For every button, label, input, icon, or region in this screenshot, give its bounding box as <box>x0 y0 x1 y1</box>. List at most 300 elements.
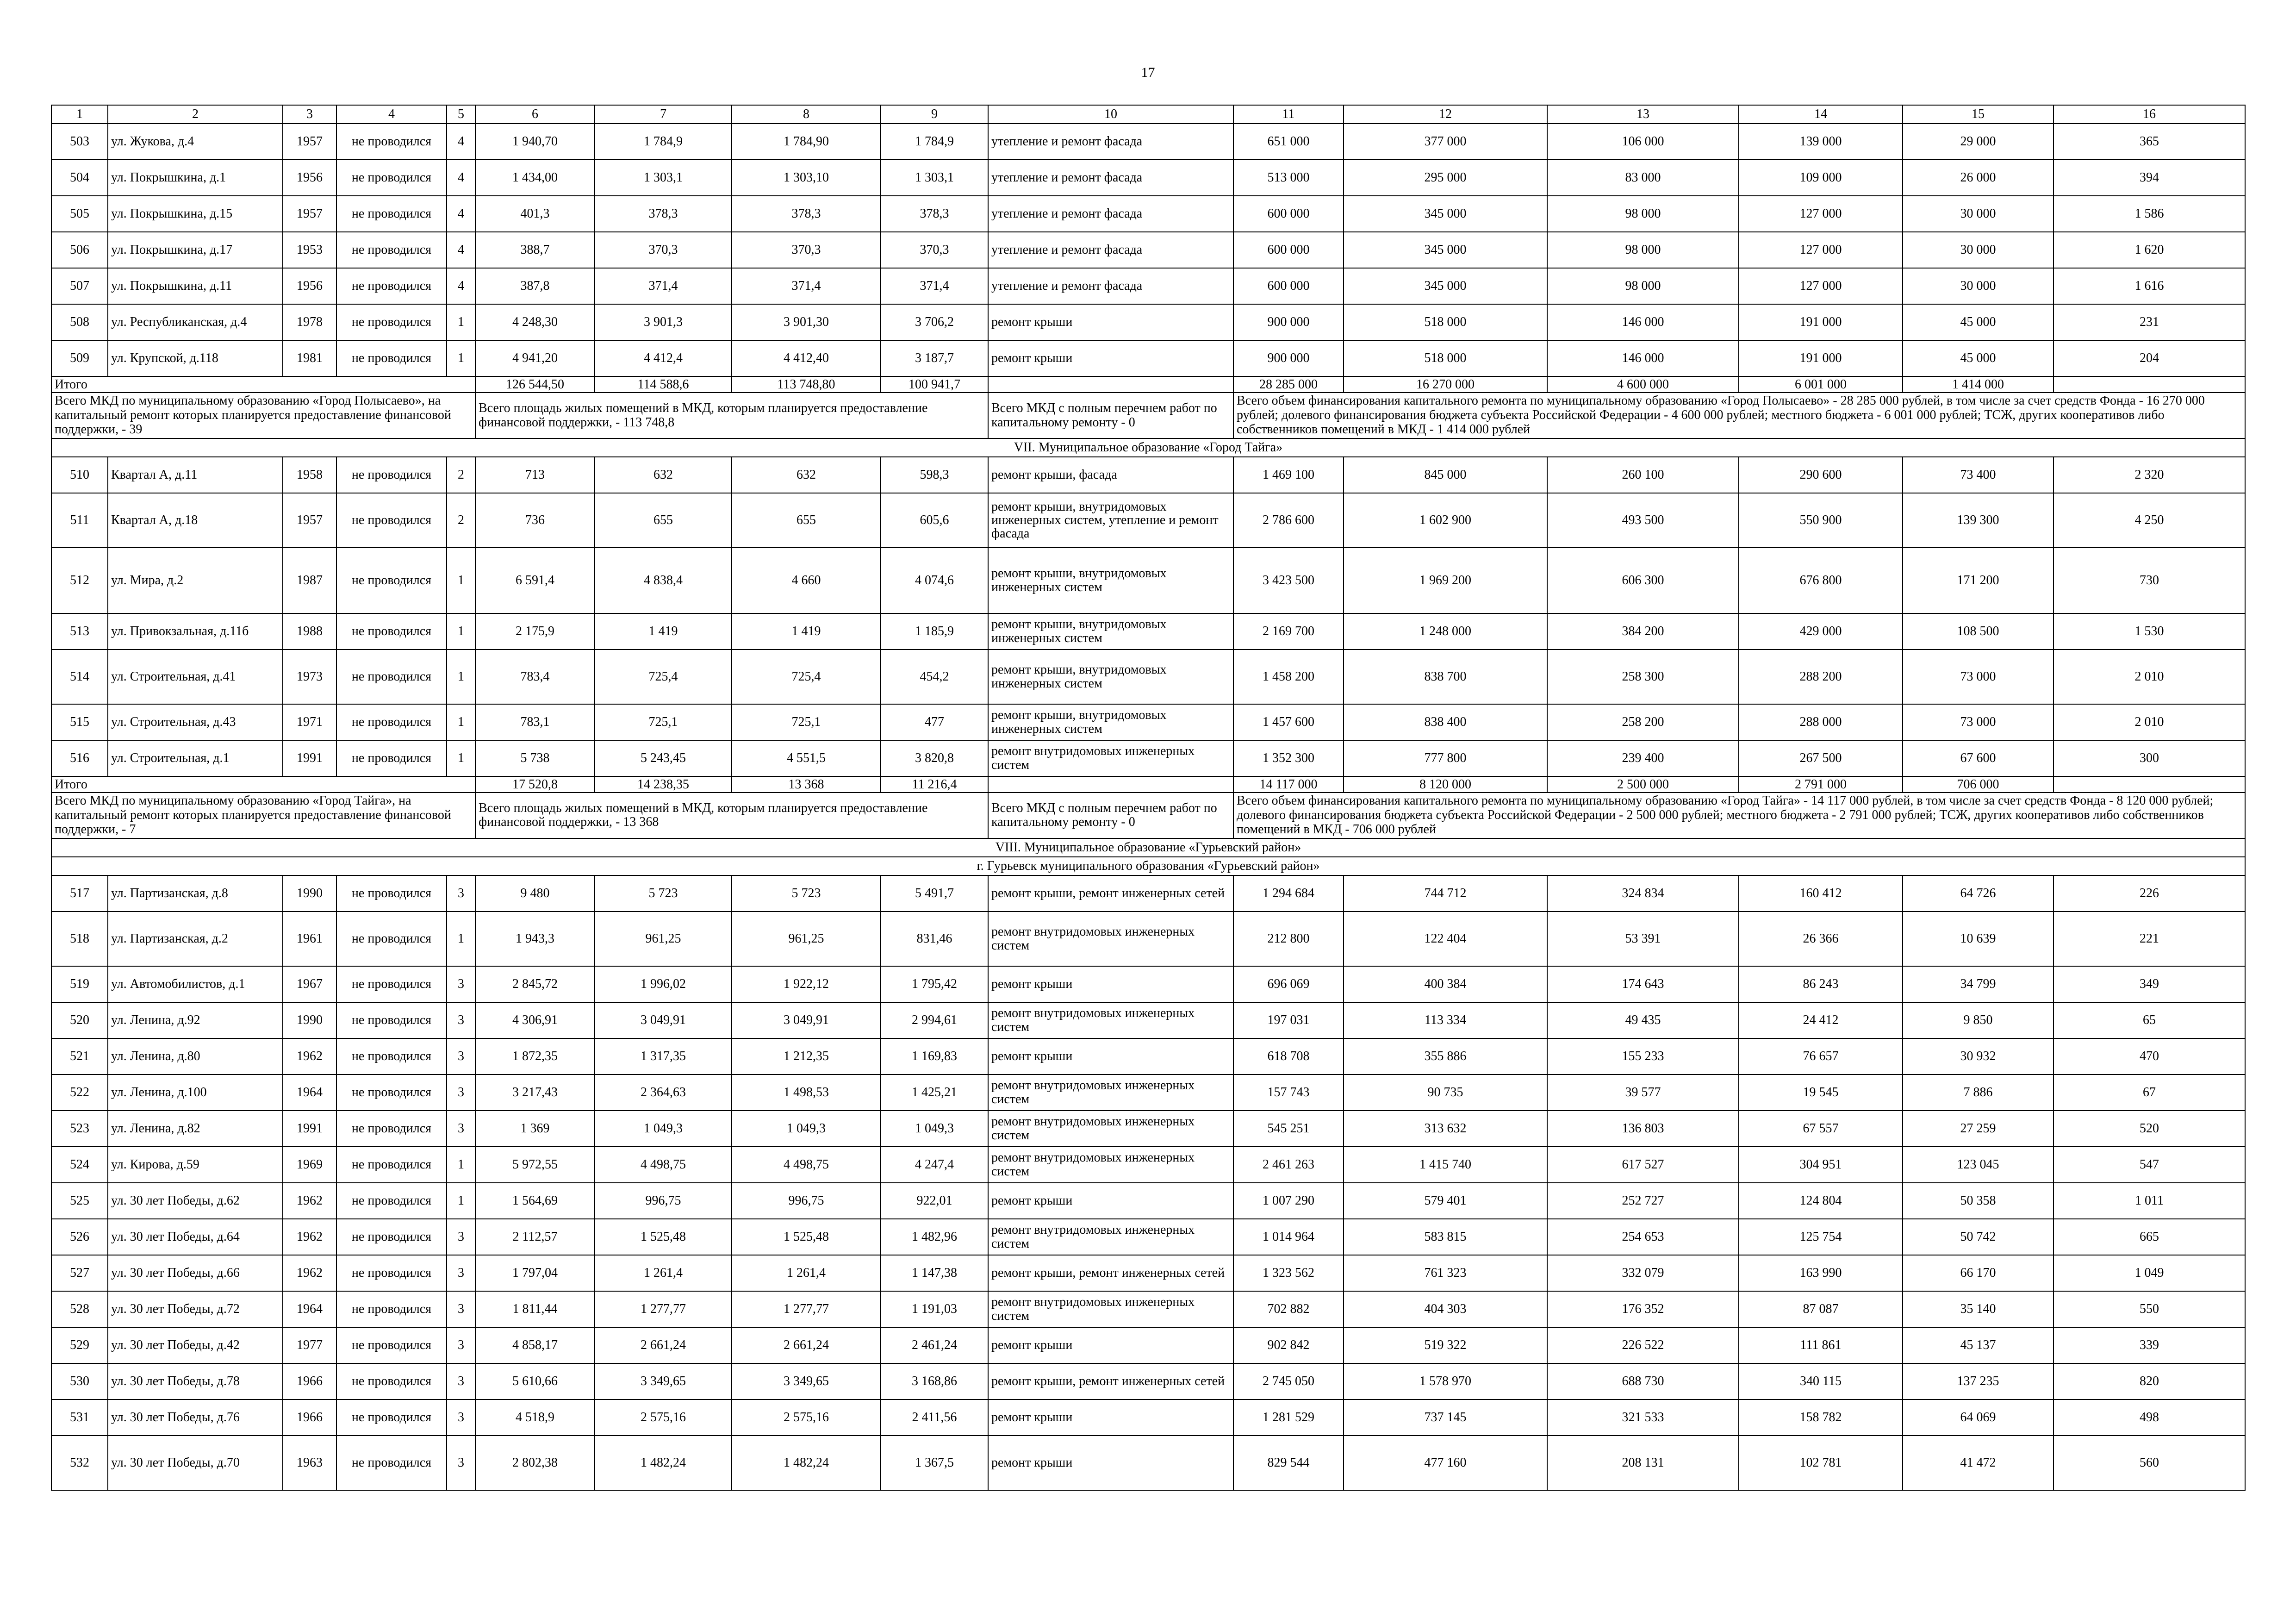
column-number: 4 <box>336 105 447 124</box>
repair-works: ремонт крыши, внутридомовых инженерных систем <box>988 704 1233 740</box>
total-area: 783,1 <box>475 704 595 740</box>
region-share: 208 131 <box>1547 1436 1739 1490</box>
region-share: 98 000 <box>1547 268 1739 304</box>
repair-works: ремонт внутридомовых инженерных систем <box>988 1291 1233 1327</box>
residential-area: 371,4 <box>732 268 881 304</box>
row-number: 517 <box>51 875 108 912</box>
living-area: 1 996,02 <box>595 966 732 1002</box>
region-share: 136 803 <box>1547 1111 1739 1147</box>
total-cost-sum: 28 285 000 <box>1233 376 1344 393</box>
living-area: 1 419 <box>595 613 732 650</box>
living-area-sum: 14 238,35 <box>595 776 732 793</box>
municipal-share: 76 657 <box>1739 1038 1903 1074</box>
private-area: 831,46 <box>881 912 988 966</box>
region-share: 384 200 <box>1547 613 1739 650</box>
owners-share: 30 000 <box>1903 232 2053 268</box>
municipal-share: 676 800 <box>1739 548 1903 613</box>
build-year: 1962 <box>283 1183 336 1219</box>
municipal-share: 191 000 <box>1739 340 1903 376</box>
page-number: 17 <box>1141 65 1155 80</box>
total-area: 4 248,30 <box>475 304 595 340</box>
total-area: 1 434,00 <box>475 160 595 196</box>
column-number: 1 <box>51 105 108 124</box>
column-number-row <box>51 105 2245 124</box>
owners-share: 67 600 <box>1903 740 2053 776</box>
table-row <box>51 704 2245 740</box>
living-area: 655 <box>595 493 732 548</box>
residential-area: 4 551,5 <box>732 740 881 776</box>
floors: 1 <box>447 1183 475 1219</box>
unit-cost: 1 586 <box>2053 196 2245 232</box>
region-share-sum: 4 600 000 <box>1547 376 1739 393</box>
column-number: 3 <box>283 105 336 124</box>
unit-cost: 547 <box>2053 1147 2245 1183</box>
repair-works: ремонт внутридомовых инженерных систем <box>988 1111 1233 1147</box>
living-area: 370,3 <box>595 232 732 268</box>
summary-area: Всего площадь жилых помещений в МКД, которым планируется предоставление финансовой поддержки, - 13 368 <box>475 793 988 838</box>
unit-cost: 560 <box>2053 1436 2245 1490</box>
empty-cell <box>2053 376 2245 393</box>
private-area-sum: 100 941,7 <box>881 376 988 393</box>
last-repair: не проводился <box>336 1327 447 1363</box>
residential-area: 1 525,48 <box>732 1219 881 1255</box>
fund-share: 777 800 <box>1344 740 1547 776</box>
last-repair: не проводился <box>336 740 447 776</box>
total-cost: 1 007 290 <box>1233 1183 1344 1219</box>
total-cost: 651 000 <box>1233 124 1344 160</box>
total-area: 6 591,4 <box>475 548 595 613</box>
unit-cost: 365 <box>2053 124 2245 160</box>
table-row <box>51 613 2245 650</box>
repair-works: ремонт внутридомовых инженерных систем <box>988 1219 1233 1255</box>
floors: 3 <box>447 966 475 1002</box>
row-number: 521 <box>51 1038 108 1074</box>
total-area: 2 802,38 <box>475 1436 595 1490</box>
total-row <box>51 376 2245 393</box>
floors: 3 <box>447 1436 475 1490</box>
region-share: 53 391 <box>1547 912 1739 966</box>
summary-row <box>51 793 2245 838</box>
address: ул. 30 лет Победы, д.78 <box>108 1363 283 1399</box>
section-heading: VII. Муниципальное образование «Город Тайга» <box>51 438 2245 457</box>
repair-works: ремонт крыши <box>988 1399 1233 1436</box>
residential-area: 1 277,77 <box>732 1291 881 1327</box>
address: ул. Автомобилистов, д.1 <box>108 966 283 1002</box>
address: ул. Ленина, д.100 <box>108 1074 283 1111</box>
total-area: 4 518,9 <box>475 1399 595 1436</box>
residential-area: 2 575,16 <box>732 1399 881 1436</box>
fund-share: 838 700 <box>1344 650 1547 704</box>
private-area: 3 820,8 <box>881 740 988 776</box>
address: ул. 30 лет Победы, д.72 <box>108 1291 283 1327</box>
living-area: 371,4 <box>595 268 732 304</box>
owners-share: 73 000 <box>1903 704 2053 740</box>
private-area: 5 491,7 <box>881 875 988 912</box>
total-area: 9 480 <box>475 875 595 912</box>
total-cost-sum: 14 117 000 <box>1233 776 1344 793</box>
fund-share: 518 000 <box>1344 340 1547 376</box>
repair-works: ремонт крыши, внутридомовых инженерных систем <box>988 548 1233 613</box>
column-number: 12 <box>1344 105 1547 124</box>
floors: 1 <box>447 740 475 776</box>
address: ул. Привокзальная, д.11б <box>108 613 283 650</box>
private-area: 2 461,24 <box>881 1327 988 1363</box>
repair-works: утепление и ремонт фасада <box>988 232 1233 268</box>
residential-area: 4 498,75 <box>732 1147 881 1183</box>
residential-area: 4 660 <box>732 548 881 613</box>
owners-share: 30 000 <box>1903 268 2053 304</box>
private-area: 1 482,96 <box>881 1219 988 1255</box>
unit-cost: 231 <box>2053 304 2245 340</box>
floors: 1 <box>447 613 475 650</box>
total-cost: 702 882 <box>1233 1291 1344 1327</box>
unit-cost: 730 <box>2053 548 2245 613</box>
residential-area: 3 049,91 <box>732 1002 881 1038</box>
total-cost: 600 000 <box>1233 232 1344 268</box>
floors: 3 <box>447 1399 475 1436</box>
column-number: 11 <box>1233 105 1344 124</box>
last-repair: не проводился <box>336 704 447 740</box>
living-area: 1 784,9 <box>595 124 732 160</box>
table-row <box>51 740 2245 776</box>
living-area: 4 838,4 <box>595 548 732 613</box>
build-year: 1969 <box>283 1147 336 1183</box>
repair-works: утепление и ремонт фасада <box>988 160 1233 196</box>
owners-share: 41 472 <box>1903 1436 2053 1490</box>
total-area: 4 858,17 <box>475 1327 595 1363</box>
region-share: 493 500 <box>1547 493 1739 548</box>
build-year: 1988 <box>283 613 336 650</box>
private-area: 3 187,7 <box>881 340 988 376</box>
total-area: 4 306,91 <box>475 1002 595 1038</box>
fund-share: 744 712 <box>1344 875 1547 912</box>
municipal-share: 87 087 <box>1739 1291 1903 1327</box>
table-row <box>51 160 2245 196</box>
last-repair: не проводился <box>336 196 447 232</box>
floors: 3 <box>447 1255 475 1291</box>
fund-share: 845 000 <box>1344 457 1547 493</box>
residential-area: 1 049,3 <box>732 1111 881 1147</box>
table-row <box>51 1074 2245 1111</box>
address: ул. Крупской, д.118 <box>108 340 283 376</box>
fund-share-sum: 16 270 000 <box>1344 376 1547 393</box>
row-number: 526 <box>51 1219 108 1255</box>
total-cost: 900 000 <box>1233 340 1344 376</box>
repair-works: утепление и ремонт фасада <box>988 196 1233 232</box>
municipal-share: 139 000 <box>1739 124 1903 160</box>
total-cost: 696 069 <box>1233 966 1344 1002</box>
residential-area: 725,4 <box>732 650 881 704</box>
total-cost: 1 469 100 <box>1233 457 1344 493</box>
residential-area: 4 412,40 <box>732 340 881 376</box>
owners-share: 27 259 <box>1903 1111 2053 1147</box>
repair-works: ремонт крыши <box>988 1436 1233 1490</box>
region-share: 688 730 <box>1547 1363 1739 1399</box>
private-area: 378,3 <box>881 196 988 232</box>
floors: 3 <box>447 1363 475 1399</box>
build-year: 1978 <box>283 304 336 340</box>
total-area-sum: 126 544,50 <box>475 376 595 393</box>
fund-share: 1 578 970 <box>1344 1363 1547 1399</box>
last-repair: не проводился <box>336 1074 447 1111</box>
total-cost: 3 423 500 <box>1233 548 1344 613</box>
total-area: 401,3 <box>475 196 595 232</box>
private-area: 1 049,3 <box>881 1111 988 1147</box>
table-row <box>51 875 2245 912</box>
residential-area: 3 901,30 <box>732 304 881 340</box>
total-area: 736 <box>475 493 595 548</box>
fund-share: 377 000 <box>1344 124 1547 160</box>
total-cost: 197 031 <box>1233 1002 1344 1038</box>
owners-share: 35 140 <box>1903 1291 2053 1327</box>
column-number: 16 <box>2053 105 2245 124</box>
repair-works: ремонт внутридомовых инженерных систем <box>988 1002 1233 1038</box>
living-area: 3 349,65 <box>595 1363 732 1399</box>
last-repair: не проводился <box>336 548 447 613</box>
row-number: 507 <box>51 268 108 304</box>
region-share: 332 079 <box>1547 1255 1739 1291</box>
address: Квартал А, д.18 <box>108 493 283 548</box>
municipal-share: 24 412 <box>1739 1002 1903 1038</box>
repair-works: ремонт крыши, ремонт инженерных сетей <box>988 1363 1233 1399</box>
municipal-share: 109 000 <box>1739 160 1903 196</box>
row-number: 511 <box>51 493 108 548</box>
owners-share: 73 400 <box>1903 457 2053 493</box>
address: ул. Кирова, д.59 <box>108 1147 283 1183</box>
repair-works: ремонт крыши <box>988 1183 1233 1219</box>
address: ул. 30 лет Победы, д.42 <box>108 1327 283 1363</box>
owners-share: 64 726 <box>1903 875 2053 912</box>
total-cost: 2 461 263 <box>1233 1147 1344 1183</box>
floors: 3 <box>447 875 475 912</box>
unit-cost: 550 <box>2053 1291 2245 1327</box>
living-area: 378,3 <box>595 196 732 232</box>
region-share: 146 000 <box>1547 304 1739 340</box>
total-area: 1 811,44 <box>475 1291 595 1327</box>
fund-share: 519 322 <box>1344 1327 1547 1363</box>
total-area: 713 <box>475 457 595 493</box>
residential-area: 725,1 <box>732 704 881 740</box>
private-area: 371,4 <box>881 268 988 304</box>
owners-share-sum: 1 414 000 <box>1903 376 2053 393</box>
floors: 2 <box>447 493 475 548</box>
fund-share: 400 384 <box>1344 966 1547 1002</box>
last-repair: не проводился <box>336 1255 447 1291</box>
repair-works: ремонт крыши <box>988 304 1233 340</box>
column-number: 10 <box>988 105 1233 124</box>
last-repair: не проводился <box>336 124 447 160</box>
municipal-share: 67 557 <box>1739 1111 1903 1147</box>
residential-area: 1 498,53 <box>732 1074 881 1111</box>
fund-share: 113 334 <box>1344 1002 1547 1038</box>
last-repair: не проводился <box>336 1291 447 1327</box>
table-row <box>51 1399 2245 1436</box>
owners-share: 30 000 <box>1903 196 2053 232</box>
last-repair: не проводился <box>336 1399 447 1436</box>
fund-share: 313 632 <box>1344 1111 1547 1147</box>
municipal-share: 288 200 <box>1739 650 1903 704</box>
address: ул. 30 лет Победы, д.76 <box>108 1399 283 1436</box>
summary-building-count: Всего МКД по муниципальному образованию «Город Полысаево», на капитальный ремонт которых планируется предоставление финансовой поддержки, - 39 <box>51 393 475 438</box>
repair-works: утепление и ремонт фасада <box>988 124 1233 160</box>
unit-cost: 470 <box>2053 1038 2245 1074</box>
build-year: 1990 <box>283 875 336 912</box>
address: ул. Республиканская, д.4 <box>108 304 283 340</box>
fund-share-sum: 8 120 000 <box>1344 776 1547 793</box>
region-share: 49 435 <box>1547 1002 1739 1038</box>
build-year: 1964 <box>283 1291 336 1327</box>
address: ул. Партизанская, д.2 <box>108 912 283 966</box>
row-number: 512 <box>51 548 108 613</box>
table-row <box>51 1183 2245 1219</box>
build-year: 1962 <box>283 1219 336 1255</box>
residential-area: 1 303,10 <box>732 160 881 196</box>
table-row <box>51 650 2245 704</box>
address: ул. Строительная, д.43 <box>108 704 283 740</box>
last-repair: не проводился <box>336 1183 447 1219</box>
repair-works: ремонт крыши, внутридомовых инженерных систем <box>988 613 1233 650</box>
owners-share: 30 932 <box>1903 1038 2053 1074</box>
private-area: 1 169,83 <box>881 1038 988 1074</box>
build-year: 1964 <box>283 1074 336 1111</box>
living-area-sum: 114 588,6 <box>595 376 732 393</box>
municipal-share: 124 804 <box>1739 1183 1903 1219</box>
owners-share: 34 799 <box>1903 966 2053 1002</box>
total-area-sum: 17 520,8 <box>475 776 595 793</box>
total-cost: 212 800 <box>1233 912 1344 966</box>
living-area: 996,75 <box>595 1183 732 1219</box>
summary-building-count: Всего МКД по муниципальному образованию «Город Тайга», на капитальный ремонт которых планируется предоставление финансовой поддержки, - 7 <box>51 793 475 838</box>
unit-cost: 2 010 <box>2053 650 2245 704</box>
residential-area-sum: 113 748,80 <box>732 376 881 393</box>
row-number: 503 <box>51 124 108 160</box>
total-label: Итого <box>51 376 475 393</box>
row-number: 527 <box>51 1255 108 1291</box>
region-share: 106 000 <box>1547 124 1739 160</box>
total-area: 5 738 <box>475 740 595 776</box>
floors: 4 <box>447 232 475 268</box>
section-heading: VIII. Муниципальное образование «Гурьевский район» <box>51 838 2245 857</box>
build-year: 1957 <box>283 493 336 548</box>
floors: 4 <box>447 160 475 196</box>
total-cost: 900 000 <box>1233 304 1344 340</box>
fund-share: 345 000 <box>1344 232 1547 268</box>
unit-cost: 820 <box>2053 1363 2245 1399</box>
unit-cost: 226 <box>2053 875 2245 912</box>
fund-share: 477 160 <box>1344 1436 1547 1490</box>
total-area: 1 564,69 <box>475 1183 595 1219</box>
last-repair: не проводился <box>336 160 447 196</box>
build-year: 1966 <box>283 1363 336 1399</box>
total-cost: 1 281 529 <box>1233 1399 1344 1436</box>
row-number: 504 <box>51 160 108 196</box>
living-area: 2 661,24 <box>595 1327 732 1363</box>
row-number: 510 <box>51 457 108 493</box>
build-year: 1958 <box>283 457 336 493</box>
last-repair: не проводился <box>336 340 447 376</box>
municipal-share: 127 000 <box>1739 196 1903 232</box>
floors: 1 <box>447 650 475 704</box>
private-area: 598,3 <box>881 457 988 493</box>
private-area: 1 367,5 <box>881 1436 988 1490</box>
row-number: 519 <box>51 966 108 1002</box>
total-cost: 1 458 200 <box>1233 650 1344 704</box>
unit-cost: 665 <box>2053 1219 2245 1255</box>
total-cost: 2 786 600 <box>1233 493 1344 548</box>
total-cost: 600 000 <box>1233 196 1344 232</box>
table-row <box>51 1255 2245 1291</box>
municipal-share: 191 000 <box>1739 304 1903 340</box>
municipal-share: 160 412 <box>1739 875 1903 912</box>
build-year: 1963 <box>283 1436 336 1490</box>
last-repair: не проводился <box>336 613 447 650</box>
private-area: 1 191,03 <box>881 1291 988 1327</box>
floors: 1 <box>447 1147 475 1183</box>
last-repair: не проводился <box>336 1219 447 1255</box>
municipal-share-sum: 2 791 000 <box>1739 776 1903 793</box>
total-cost: 2 745 050 <box>1233 1363 1344 1399</box>
total-area: 783,4 <box>475 650 595 704</box>
floors: 3 <box>447 1074 475 1111</box>
fund-share: 737 145 <box>1344 1399 1547 1436</box>
owners-share: 139 300 <box>1903 493 2053 548</box>
address: ул. Ленина, д.82 <box>108 1111 283 1147</box>
row-number: 508 <box>51 304 108 340</box>
private-area: 1 303,1 <box>881 160 988 196</box>
last-repair: не проводился <box>336 1147 447 1183</box>
floors: 1 <box>447 704 475 740</box>
municipal-share: 163 990 <box>1739 1255 1903 1291</box>
owners-share: 45 000 <box>1903 304 2053 340</box>
repair-works: ремонт внутридомовых инженерных систем <box>988 912 1233 966</box>
repair-works: ремонт крыши <box>988 1038 1233 1074</box>
residential-area: 1 212,35 <box>732 1038 881 1074</box>
municipal-share: 429 000 <box>1739 613 1903 650</box>
floors: 3 <box>447 1002 475 1038</box>
last-repair: не проводился <box>336 875 447 912</box>
build-year: 1956 <box>283 160 336 196</box>
fund-share: 355 886 <box>1344 1038 1547 1074</box>
region-share: 98 000 <box>1547 232 1739 268</box>
floors: 3 <box>447 1038 475 1074</box>
private-area: 4 247,4 <box>881 1147 988 1183</box>
table-row <box>51 268 2245 304</box>
unit-cost: 498 <box>2053 1399 2245 1436</box>
private-area: 370,3 <box>881 232 988 268</box>
total-area: 2 175,9 <box>475 613 595 650</box>
row-number: 523 <box>51 1111 108 1147</box>
living-area: 3 049,91 <box>595 1002 732 1038</box>
table-row <box>51 966 2245 1002</box>
row-number: 528 <box>51 1291 108 1327</box>
total-area: 5 972,55 <box>475 1147 595 1183</box>
municipal-share: 304 951 <box>1739 1147 1903 1183</box>
summary-financing: Всего объем финансирования капитального ремонта по муниципальному образованию «Город Полысаево» - 28 285 000 рублей, в том числе за счет средств Фонда - 16 270 000 рублей; долевого финансирования бюджета субъекта Российской Федерации - 4 600 000 рублей; местного бюджета - 6 001 000 рублей; ТСЖ, других кооперативов либо собственников помещений в МКД - 1 414 000 рублей <box>1233 393 2245 438</box>
unit-cost: 1 616 <box>2053 268 2245 304</box>
owners-share: 171 200 <box>1903 548 2053 613</box>
living-area: 5 243,45 <box>595 740 732 776</box>
residential-area: 3 349,65 <box>732 1363 881 1399</box>
last-repair: не проводился <box>336 650 447 704</box>
living-area: 725,1 <box>595 704 732 740</box>
municipal-share: 290 600 <box>1739 457 1903 493</box>
unit-cost: 204 <box>2053 340 2245 376</box>
living-area: 5 723 <box>595 875 732 912</box>
region-share: 174 643 <box>1547 966 1739 1002</box>
region-share: 321 533 <box>1547 1399 1739 1436</box>
build-year: 1962 <box>283 1038 336 1074</box>
total-area: 1 872,35 <box>475 1038 595 1074</box>
